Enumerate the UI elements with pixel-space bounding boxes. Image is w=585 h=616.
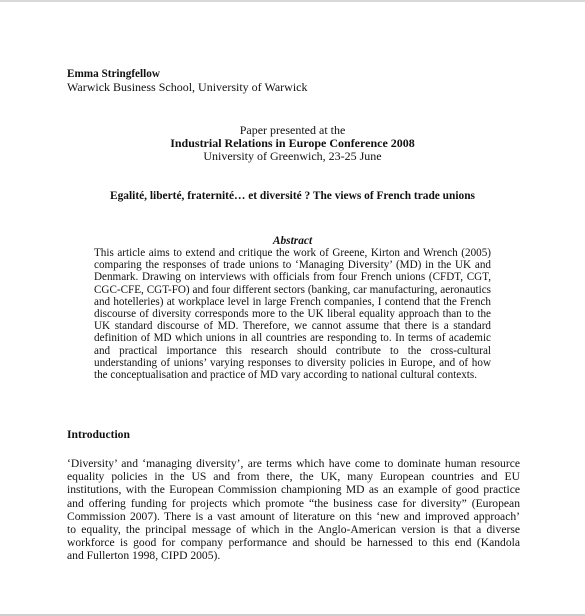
abstract-line: UK standard discourse of MD. Therefore, we cannot assume that there is a standard [94, 320, 491, 333]
abstract-line: CGC-CFE, CGT-FO) and four different sectors (banking, car manufacturing, aeronautics [94, 283, 491, 296]
paper-title: Egalité, liberté, fraternité… et diversité ? The views of French trade unions [110, 190, 475, 202]
abstract-heading: Abstract [272, 235, 313, 247]
body-line: institutions, with the European Commission championing MD as an example of good practice [67, 483, 520, 497]
page-top-border [0, 0, 585, 2]
author-affiliation: Warwick Business School, University of Warwick [67, 80, 308, 94]
conference-line-1: Paper presented at the [239, 123, 346, 137]
body-line: and offering funding for projects which promote “the business case for diversity” (European [67, 496, 520, 510]
introduction-heading: Introduction [67, 428, 130, 441]
abstract-line: comparing the responses of trade unions to ‘Managing Diversity’ (MD) in the UK and [94, 259, 491, 272]
abstract-line: discourse of diversity corresponds more to the UK liberal equality approach than to the [94, 307, 491, 320]
body-line: and Fullerton 1998, CIPD 2005). [67, 549, 221, 563]
abstract-line: understanding of unions’ varying responses to diversity policies in Europe, and of how [94, 356, 491, 369]
abstract-line: This article aims to extend and critique the work of Greene, Kirton and Wrench (2005) [94, 247, 491, 259]
abstract-line: and practical importance this research should contribute to the cross-cultural [94, 344, 491, 357]
abstract-line: and hotelleries) at workplace level in large French companies, I contend that the French [94, 295, 491, 308]
introduction-body [67, 457, 520, 563]
abstract-line: the conceptualisation and practice of MD vary according to national cultural contexts. [94, 368, 477, 381]
abstract-body [94, 247, 491, 381]
abstract-line: Denmark. Drawing on interviews with officials from four French unions (CFDT, CGT, [94, 271, 491, 284]
body-line: workforce is good for company performance and should be harnessed to this end (Kandola [67, 536, 520, 550]
body-line: to equality, the principal message of which in the Anglo-American version is that a diverse [67, 522, 520, 536]
body-line: equality policies in the US and from there, the UK, many European countries and EU [67, 470, 520, 484]
conference-name: Industrial Relations in Europe Conference 2008 [170, 136, 415, 150]
abstract-line: definition of MD which unions in all countries are responding to. In terms of academic [94, 332, 491, 345]
body-line: Commission 2007). There is a vast amount of literature on this ‘new and improved approach’ [67, 509, 520, 523]
author-name: Emma Stringfellow [67, 68, 160, 80]
body-line: ‘Diversity’ and ‘managing diversity’, are terms which have come to dominate human resource [67, 457, 520, 470]
conference-venue-date: University of Greenwich, 23-25 June [203, 149, 382, 163]
